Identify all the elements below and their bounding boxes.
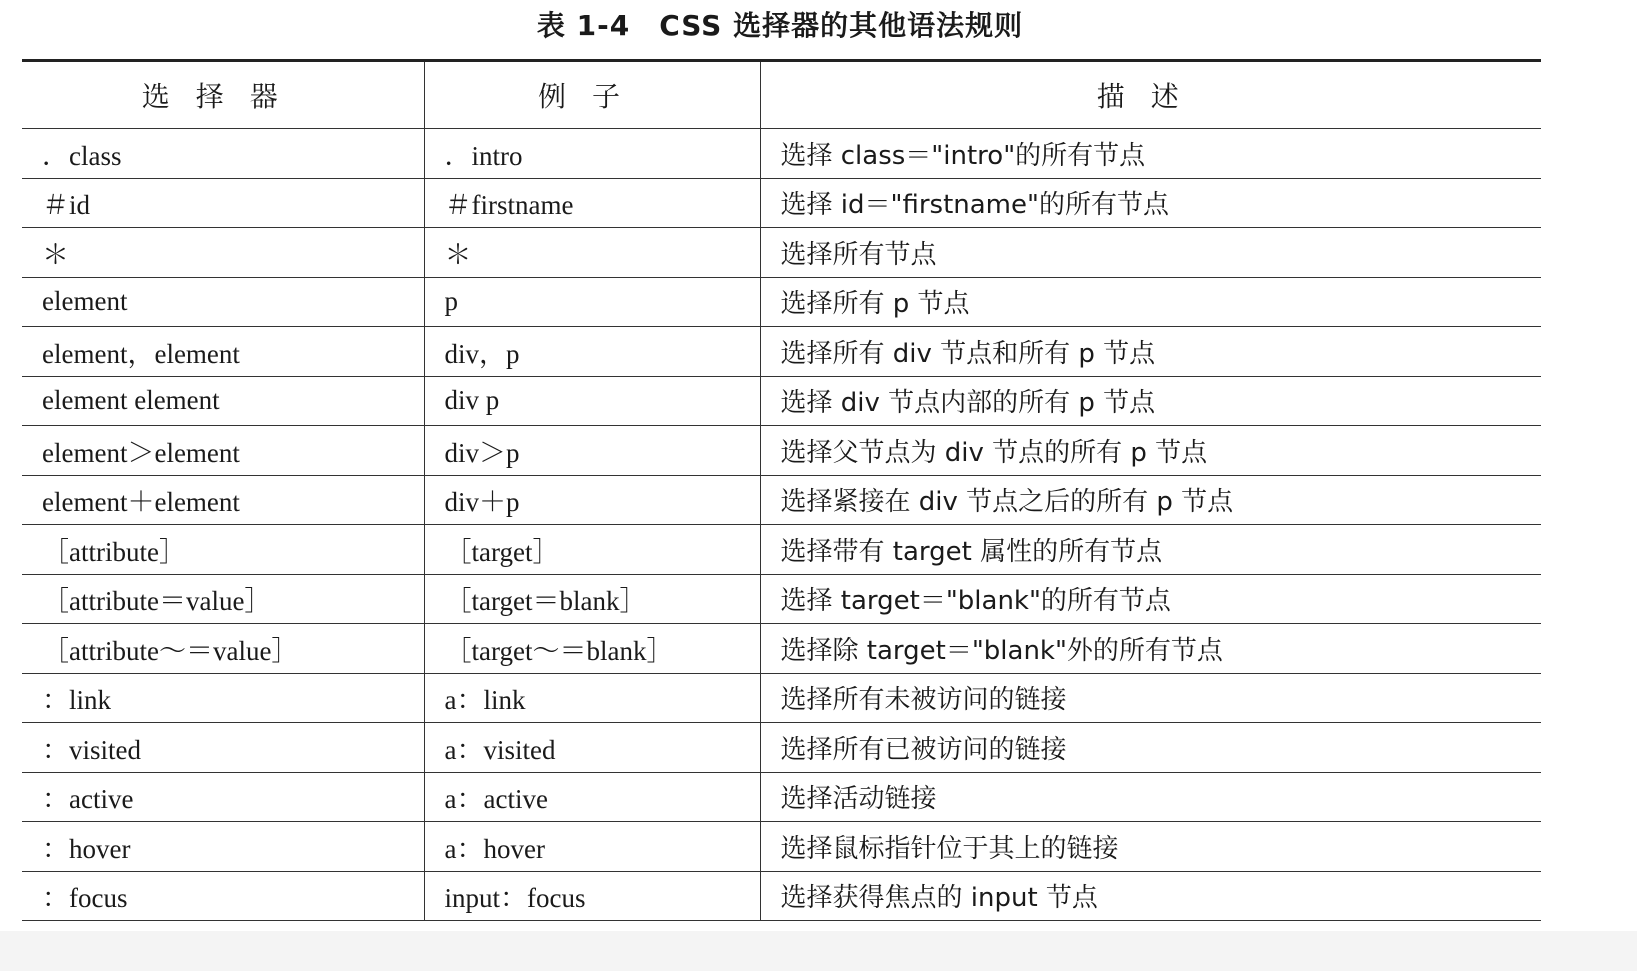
selector-cell: ［attribute～＝value］ (22, 624, 424, 674)
description-cell: 选择所有已被访问的链接 (760, 723, 1541, 773)
example-cell: ［target＝blank］ (424, 574, 760, 624)
description-cell: 选择所有 p 节点 (760, 277, 1541, 327)
example-cell: a：link (424, 673, 760, 723)
table-title: 表 1-4 CSS 选择器的其他语法规则 (536, 9, 1024, 42)
header-example: 例子 (424, 61, 760, 129)
example-cell: div＋p (424, 475, 760, 525)
selector-cell: ［attribute］ (22, 525, 424, 575)
selector-cell: ．class (22, 129, 424, 179)
selector-cell: element (22, 277, 424, 327)
example-cell: input：focus (424, 871, 760, 921)
description-cell: 选择紧接在 div 节点之后的所有 p 节点 (760, 475, 1541, 525)
selector-cell: ：focus (22, 871, 424, 921)
example-cell: div＞p (424, 426, 760, 476)
description-cell: 选择带有 target 属性的所有节点 (760, 525, 1541, 575)
example-cell: a：hover (424, 822, 760, 872)
header-description: 描述 (760, 61, 1541, 129)
table-row (22, 624, 1541, 674)
description-cell: 选择鼠标指针位于其上的链接 (760, 822, 1541, 872)
description-cell: 选择除 target＝"blank"外的所有节点 (760, 624, 1541, 674)
selector-cell: ［attribute＝value］ (22, 574, 424, 624)
example-cell: ［target～＝blank］ (424, 624, 760, 674)
table-row (22, 574, 1541, 624)
example-cell: p (424, 277, 760, 327)
css-selector-table (22, 59, 1541, 921)
description-cell: 选择所有节点 (760, 228, 1541, 278)
selector-cell: element element (22, 376, 424, 426)
header-selector: 选择器 (22, 61, 424, 129)
selector-cell: element＋element (22, 475, 424, 525)
table-row (22, 525, 1541, 575)
table-row (22, 723, 1541, 773)
selector-cell: ：hover (22, 822, 424, 872)
table-row (22, 475, 1541, 525)
example-cell: ＊ (424, 228, 760, 278)
selector-cell: ＃id (22, 178, 424, 228)
description-cell: 选择 target＝"blank"的所有节点 (760, 574, 1541, 624)
selector-cell: element＞element (22, 426, 424, 476)
description-cell: 选择 div 节点内部的所有 p 节点 (760, 376, 1541, 426)
table-header-row (22, 61, 1541, 129)
example-cell: ［target］ (424, 525, 760, 575)
table-row (22, 277, 1541, 327)
table-row (22, 178, 1541, 228)
description-cell: 选择所有未被访问的链接 (760, 673, 1541, 723)
description-cell: 选择 class＝"intro"的所有节点 (760, 129, 1541, 179)
table-row (22, 426, 1541, 476)
selector-cell: ＊ (22, 228, 424, 278)
table-row (22, 327, 1541, 377)
selector-cell: ：link (22, 673, 424, 723)
example-cell: a：visited (424, 723, 760, 773)
selector-cell: element，element (22, 327, 424, 377)
description-cell: 选择 id＝"firstname"的所有节点 (760, 178, 1541, 228)
page-footer-strip (0, 931, 1637, 971)
table-row (22, 376, 1541, 426)
selector-cell: ：visited (22, 723, 424, 773)
example-cell: a：active (424, 772, 760, 822)
table-row (22, 772, 1541, 822)
table-row (22, 822, 1541, 872)
table-row (22, 871, 1541, 921)
example-cell: ．intro (424, 129, 760, 179)
description-cell: 选择所有 div 节点和所有 p 节点 (760, 327, 1541, 377)
table-row (22, 228, 1541, 278)
table-row (22, 673, 1541, 723)
example-cell: div p (424, 376, 760, 426)
description-cell: 选择父节点为 div 节点的所有 p 节点 (760, 426, 1541, 476)
description-cell: 选择活动链接 (760, 772, 1541, 822)
example-cell: div，p (424, 327, 760, 377)
table-row (22, 129, 1541, 179)
selector-cell: ：active (22, 772, 424, 822)
example-cell: ＃firstname (424, 178, 760, 228)
description-cell: 选择获得焦点的 input 节点 (760, 871, 1541, 921)
